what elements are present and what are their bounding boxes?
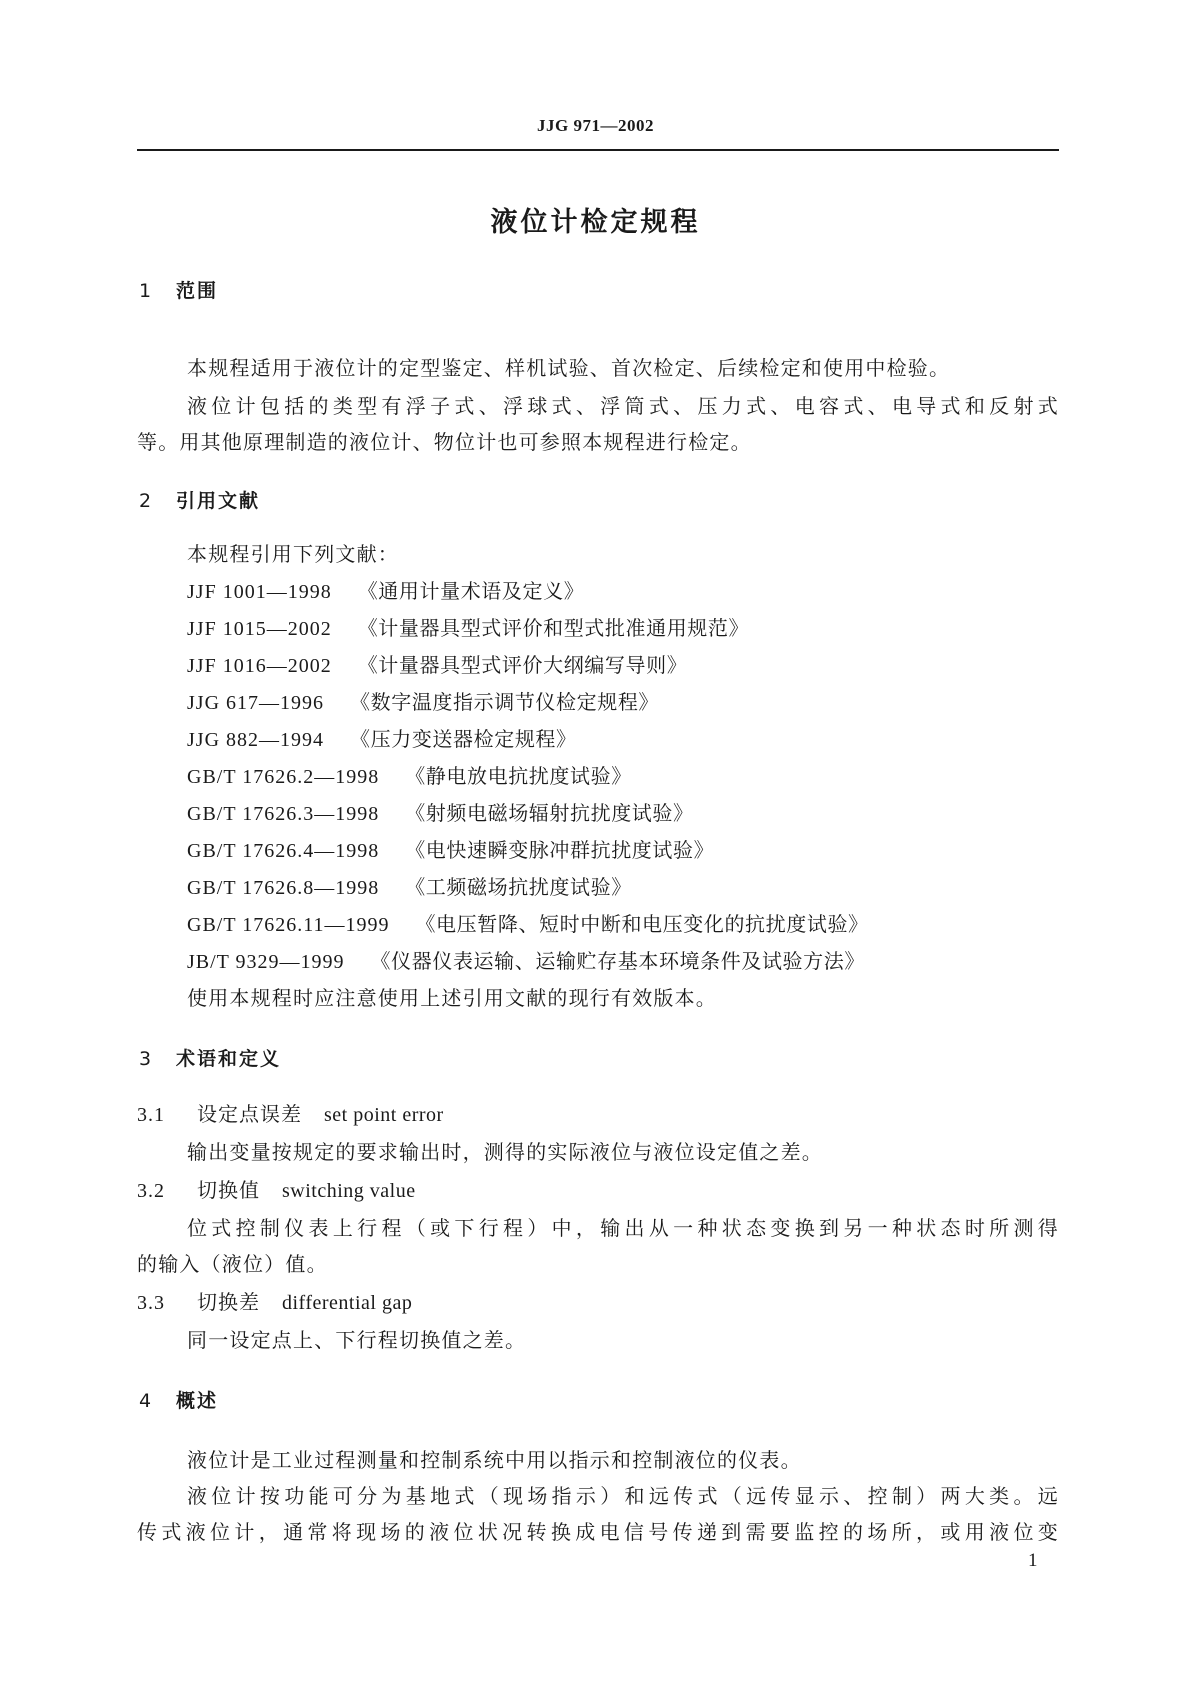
paragraph: 液位计按功能可分为基地式（现场指示）和远传式（远传显示、控制）两大类。远 <box>187 1484 1059 1508</box>
term-number: 3.2 <box>137 1180 165 1202</box>
reference-item <box>187 869 632 906</box>
document-title: 液位计检定规程 <box>490 207 701 238</box>
reference-item <box>187 943 865 980</box>
reference-code: JJF 1016—2002 <box>187 655 332 677</box>
reference-code: GB/T 17626.8—1998 <box>187 877 380 899</box>
reference-title: 《数字温度指示调节仪检定规程》 <box>350 690 660 714</box>
section-number: 1 <box>139 280 154 302</box>
section-title: 概述 <box>176 1390 219 1412</box>
section-number: 3 <box>139 1048 154 1070</box>
reference-item <box>187 758 632 795</box>
term-english: switching value <box>282 1180 416 1202</box>
term-chinese: 切换差 <box>197 1290 260 1314</box>
term-entry <box>137 1096 444 1133</box>
term-entry <box>137 1284 412 1321</box>
reference-code: JJF 1015—2002 <box>187 618 332 640</box>
reference-title: 《工频磁场抗扰度试验》 <box>405 875 632 899</box>
paragraph: 本规程引用下列文献： <box>187 542 399 566</box>
header-rule <box>137 149 1059 151</box>
section-title: 术语和定义 <box>176 1048 282 1070</box>
reference-title: 《压力变送器检定规程》 <box>350 727 577 751</box>
reference-item <box>187 906 869 943</box>
paragraph-continuation: 等。用其他原理制造的液位计、物位计也可参照本规程进行检定。 <box>137 430 752 454</box>
reference-code: GB/T 17626.11—1999 <box>187 914 390 936</box>
reference-code: JJG 882—1994 <box>187 729 325 751</box>
reference-item <box>187 573 584 610</box>
reference-title: 《电压暂降、短时中断和电压变化的抗扰度试验》 <box>415 912 869 936</box>
reference-item <box>187 684 659 721</box>
document-code-header: JJG 971—2002 <box>537 116 654 135</box>
reference-title: 《射频电磁场辐射抗扰度试验》 <box>405 801 694 825</box>
reference-code: GB/T 17626.3—1998 <box>187 803 380 825</box>
term-number: 3.1 <box>137 1104 165 1126</box>
term-number: 3.3 <box>137 1292 165 1314</box>
reference-item <box>187 721 577 758</box>
section-title: 范围 <box>176 280 219 302</box>
section-4-heading <box>139 1386 218 1413</box>
reference-title: 《通用计量术语及定义》 <box>357 579 585 603</box>
term-definition: 输出变量按规定的要求输出时，测得的实际液位与液位设定值之差。 <box>187 1140 823 1164</box>
reference-code: JB/T 9329—1999 <box>187 951 345 973</box>
term-english: differential gap <box>282 1292 413 1314</box>
paragraph: 液位计是工业过程测量和控制系统中用以指示和控制液位的仪表。 <box>187 1448 802 1472</box>
term-chinese: 切换值 <box>197 1178 260 1202</box>
reference-item <box>187 610 749 647</box>
reference-code: GB/T 17626.2—1998 <box>187 766 380 788</box>
section-number: 4 <box>139 1390 154 1412</box>
reference-item <box>187 832 714 869</box>
term-entry <box>137 1172 416 1209</box>
reference-title: 《仪器仪表运输、运输贮存基本环境条件及试验方法》 <box>370 949 865 973</box>
section-1-heading <box>139 276 218 303</box>
term-chinese: 设定点误差 <box>197 1102 302 1126</box>
reference-code: GB/T 17626.4—1998 <box>187 840 380 862</box>
paragraph-continuation: 传式液位计，通常将现场的液位状况转换成电信号传递到需要监控的场所，或用液位变 <box>137 1520 1059 1544</box>
reference-title: 《静电放电抗扰度试验》 <box>405 764 632 788</box>
paragraph: 本规程适用于液位计的定型鉴定、样机试验、首次检定、后续检定和使用中检验。 <box>187 356 951 380</box>
term-definition-continuation: 的输入（液位）值。 <box>137 1252 328 1276</box>
term-english: set point error <box>324 1104 444 1126</box>
term-definition: 位式控制仪表上行程（或下行程）中，输出从一种状态变换到另一种状态时所测得 <box>187 1216 1059 1240</box>
page-number: 1 <box>1028 1550 1038 1571</box>
section-number: 2 <box>139 490 154 512</box>
paragraph: 使用本规程时应注意使用上述引用文献的现行有效版本。 <box>187 986 717 1010</box>
reference-code: JJG 617—1996 <box>187 692 325 714</box>
paragraph: 液位计包括的类型有浮子式、浮球式、浮筒式、压力式、电容式、电导式和反射式 <box>187 394 1059 418</box>
reference-title: 《计量器具型式评价大纲编写导则》 <box>357 653 688 677</box>
reference-title: 《电快速瞬变脉冲群抗扰度试验》 <box>405 838 715 862</box>
section-2-heading <box>139 486 260 513</box>
section-3-heading <box>139 1044 281 1071</box>
reference-item <box>187 795 694 832</box>
reference-item <box>187 647 687 684</box>
reference-code: JJF 1001—1998 <box>187 581 332 603</box>
reference-title: 《计量器具型式评价和型式批准通用规范》 <box>357 616 750 640</box>
term-definition: 同一设定点上、下行程切换值之差。 <box>187 1328 527 1352</box>
section-title: 引用文献 <box>176 490 261 512</box>
